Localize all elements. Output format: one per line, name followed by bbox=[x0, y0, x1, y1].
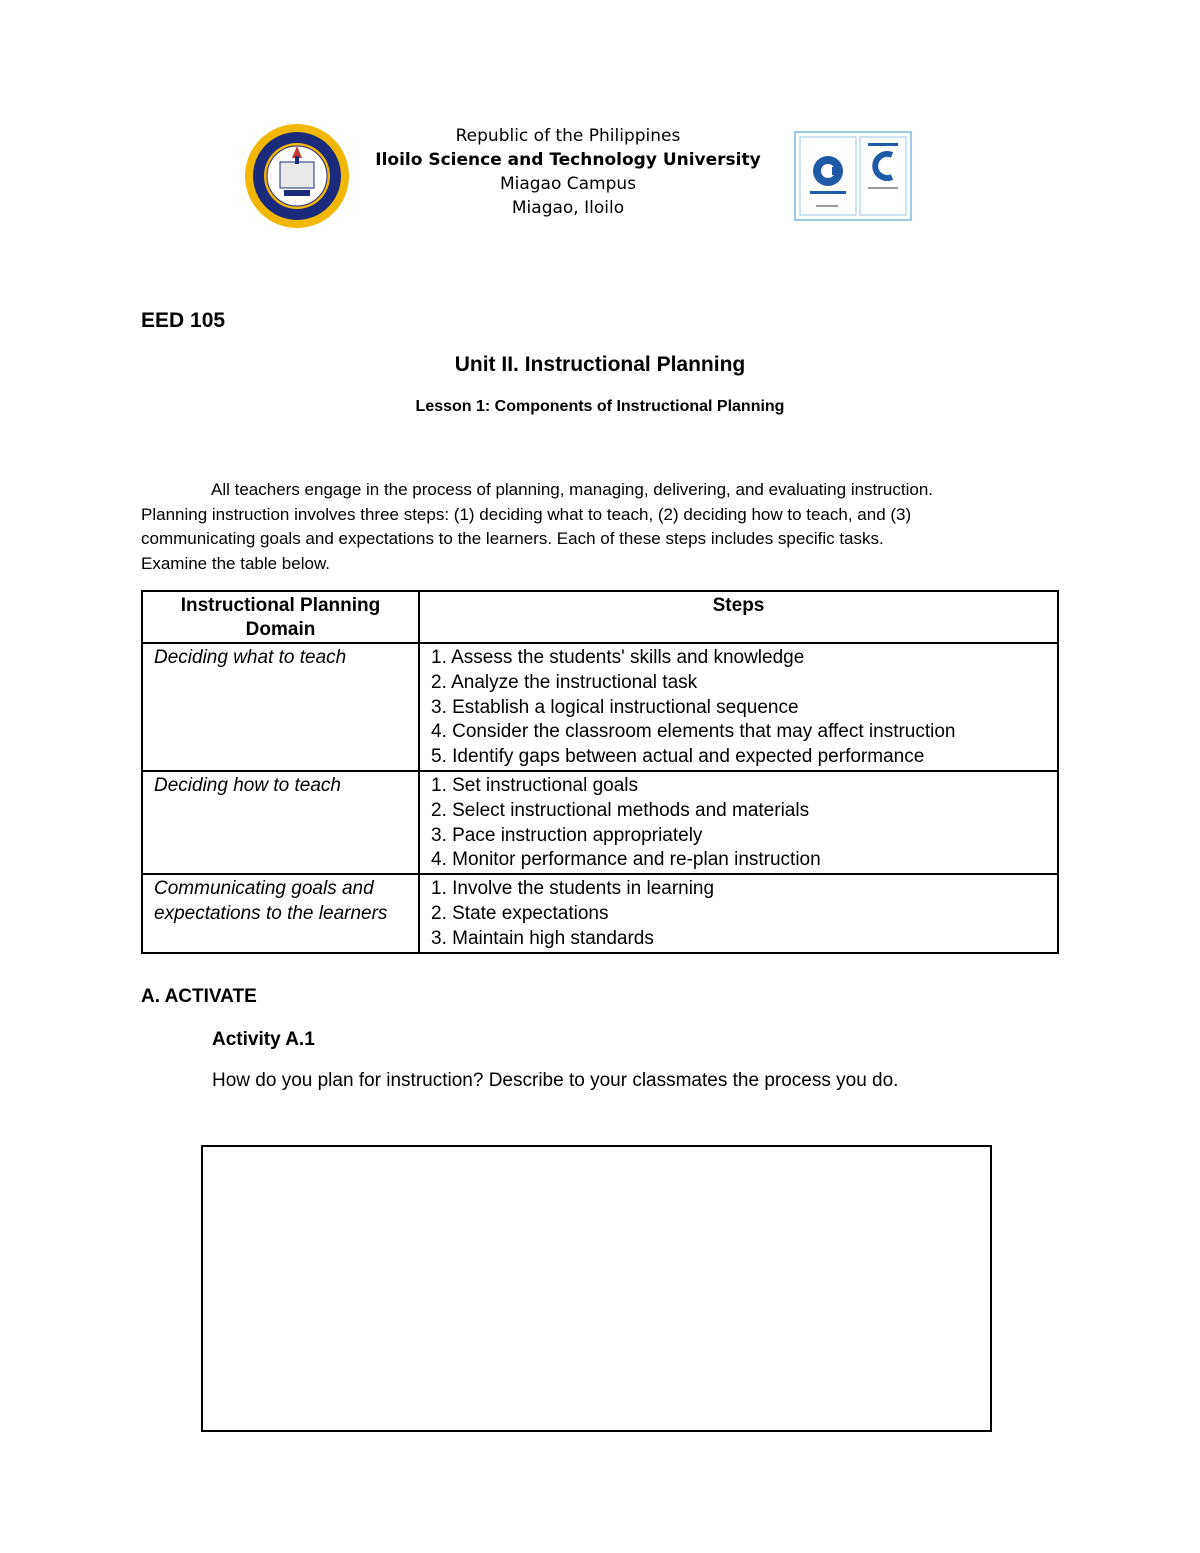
intro-line bbox=[141, 478, 1061, 503]
certification-logo bbox=[794, 131, 912, 221]
step-item: 4. Consider the classroom elements that may affect instruction bbox=[431, 721, 956, 743]
instructional-planning-table bbox=[141, 590, 1059, 954]
campus-location: Miagao, Iloilo bbox=[511, 198, 625, 218]
country-line: Republic of the Philippines bbox=[455, 126, 681, 146]
university-seal-logo bbox=[240, 122, 354, 230]
domain-cell: Communicating goals and expectations to the learners bbox=[142, 874, 419, 952]
answer-box[interactable] bbox=[201, 1145, 992, 1432]
step-item: 1. Set instructional goals bbox=[431, 774, 639, 796]
step-item: 5. Identify gaps between actual and expected performance bbox=[431, 746, 925, 768]
university-name: Iloilo Science and Technology University bbox=[375, 150, 761, 170]
table-row bbox=[142, 643, 1058, 771]
lesson-title: Lesson 1: Components of Instructional Planning bbox=[415, 398, 785, 415]
domain-column-header: Instructional Planning Domain bbox=[142, 591, 419, 643]
step-item: 1. Assess the students' skills and knowledge bbox=[431, 647, 805, 668]
step-item: 1. Involve the students in learning bbox=[431, 878, 715, 900]
step-item: 2. State expectations bbox=[431, 902, 609, 924]
step-item: 4. Monitor performance and re-plan instruction bbox=[431, 849, 821, 871]
step-item: 2. Analyze the instructional task bbox=[431, 671, 698, 693]
step-item: 3. Pace instruction appropriately bbox=[431, 824, 703, 846]
steps-column-header: Steps bbox=[419, 591, 1058, 643]
course-code: EED 105 bbox=[141, 309, 226, 332]
domain-cell: Deciding what to teach bbox=[142, 643, 419, 771]
steps-cell bbox=[419, 643, 1058, 771]
step-item: 3. Maintain high standards bbox=[431, 927, 654, 949]
intro-line: communicating goals and expectations to the learners. Each of these steps includes specific tasks. bbox=[141, 529, 884, 548]
activity-prompt: How do you plan for instruction? Describe to your classmates the process you do. bbox=[212, 1070, 899, 1091]
steps-cell bbox=[419, 874, 1058, 952]
intro-line-text: All teachers engage in the process of planning, managing, delivering, and evaluating instruction. bbox=[211, 480, 934, 499]
campus-name: Miagao Campus bbox=[499, 174, 637, 194]
domain-cell: Deciding how to teach bbox=[142, 771, 419, 874]
step-item: 2. Select instructional methods and materials bbox=[431, 799, 810, 821]
activity-title: Activity A.1 bbox=[212, 1029, 315, 1050]
steps-cell bbox=[419, 771, 1058, 874]
step-item: 3. Establish a logical instructional sequence bbox=[431, 696, 799, 718]
intro-line: Examine the table below. bbox=[141, 553, 331, 573]
section-heading: A. ACTIVATE bbox=[141, 986, 257, 1007]
institution-header bbox=[368, 124, 768, 220]
unit-title: Unit II. Instructional Planning bbox=[454, 353, 746, 376]
intro-paragraph bbox=[141, 478, 1061, 576]
table-header-row bbox=[142, 591, 1058, 643]
intro-line: Planning instruction involves three steps: (1) deciding what to teach, (2) deciding how to teach, and (3) bbox=[141, 504, 912, 524]
table-row bbox=[142, 874, 1058, 952]
table-row bbox=[142, 771, 1058, 874]
